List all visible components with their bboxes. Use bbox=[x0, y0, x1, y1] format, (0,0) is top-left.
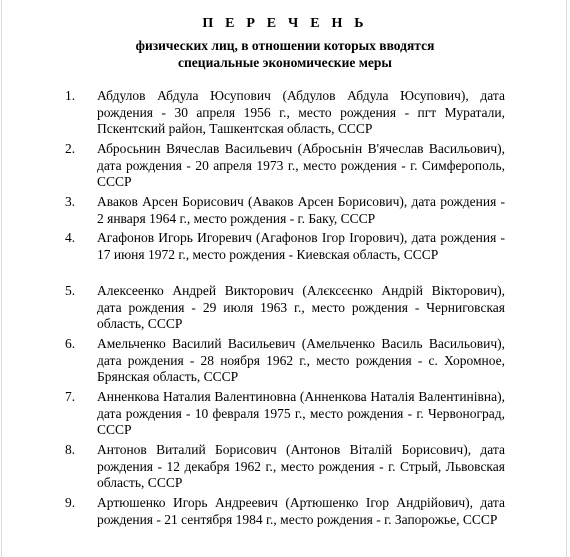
item-number: 2. bbox=[65, 141, 76, 156]
document-title: П Е Р Е Ч Е Н Ь bbox=[202, 16, 368, 31]
item-text: Анненкова Наталия Валентиновна (Анненкова Наталія Валентинівна), дата рождения - 10 февраля 1975 г., место рождения - г. Червоноград, СССР bbox=[97, 389, 505, 438]
item-text: Антонов Виталий Борисович (Антонов Віталій Борисович), дата рождения - 12 декабря 1962 г., место рождения - г. Стрый, Львовская область, СССР bbox=[97, 442, 505, 491]
subtitle-line-2: специальные экономические меры bbox=[178, 55, 392, 70]
item-text: Абдулов Абдула Юсупович (Абдулов Абдула Юсупович), дата рождения - 30 апреля 1956 г., место рождения - пгт Муратали, Пскентский район, Ташкентская область, СССР bbox=[97, 88, 505, 137]
item-text: Аваков Арсен Борисович (Аваков Арсен Борисович), дата рождения - 2 января 1964 г., место рождения - г. Баку, СССР bbox=[97, 194, 505, 226]
item-number: 9. bbox=[65, 495, 76, 510]
subtitle-line-1: физических лиц, в отношении которых вводятся bbox=[135, 38, 435, 53]
item-number: 1. bbox=[65, 88, 76, 103]
item-number: 8. bbox=[65, 442, 76, 457]
item-text: Агафонов Игорь Игоревич (Агафонов Ігор Ігорович), дата рождения - 17 июня 1972 г., место рождения - Киевская область, СССР bbox=[97, 230, 505, 262]
item-number: 5. bbox=[65, 283, 76, 298]
item-number: 6. bbox=[65, 336, 76, 351]
item-number: 7. bbox=[65, 389, 76, 404]
item-text: Амельченко Василий Васильевич (Амельченко Василь Васильович), дата рождения - 28 ноября 1962 г., место рождения - с. Хоромное, Брянская область, СССР bbox=[97, 336, 505, 385]
item-text: Артюшенко Игорь Андреевич (Артюшенко Ігор Андрійович), дата рождения - 21 сентября 1984 г., место рождения - г. Запорожье, СССР bbox=[97, 495, 505, 527]
document-subtitle bbox=[0, 37, 570, 71]
item-number: 4. bbox=[65, 230, 76, 245]
item-text: Абросьнин Вячеслав Васильевич (Абросьнін В'ячеслав Васильович), дата рождения - 20 апреля 1973 г., место рождения - г. Симферополь, СССР bbox=[97, 141, 505, 190]
item-text: Алексеенко Андрей Викторович (Алєксєєнко Андрій Вікторович), дата рождения - 29 июля 1963 г., место рождения - Черниговская область, СССР bbox=[97, 283, 505, 332]
item-number: 3. bbox=[65, 194, 76, 209]
